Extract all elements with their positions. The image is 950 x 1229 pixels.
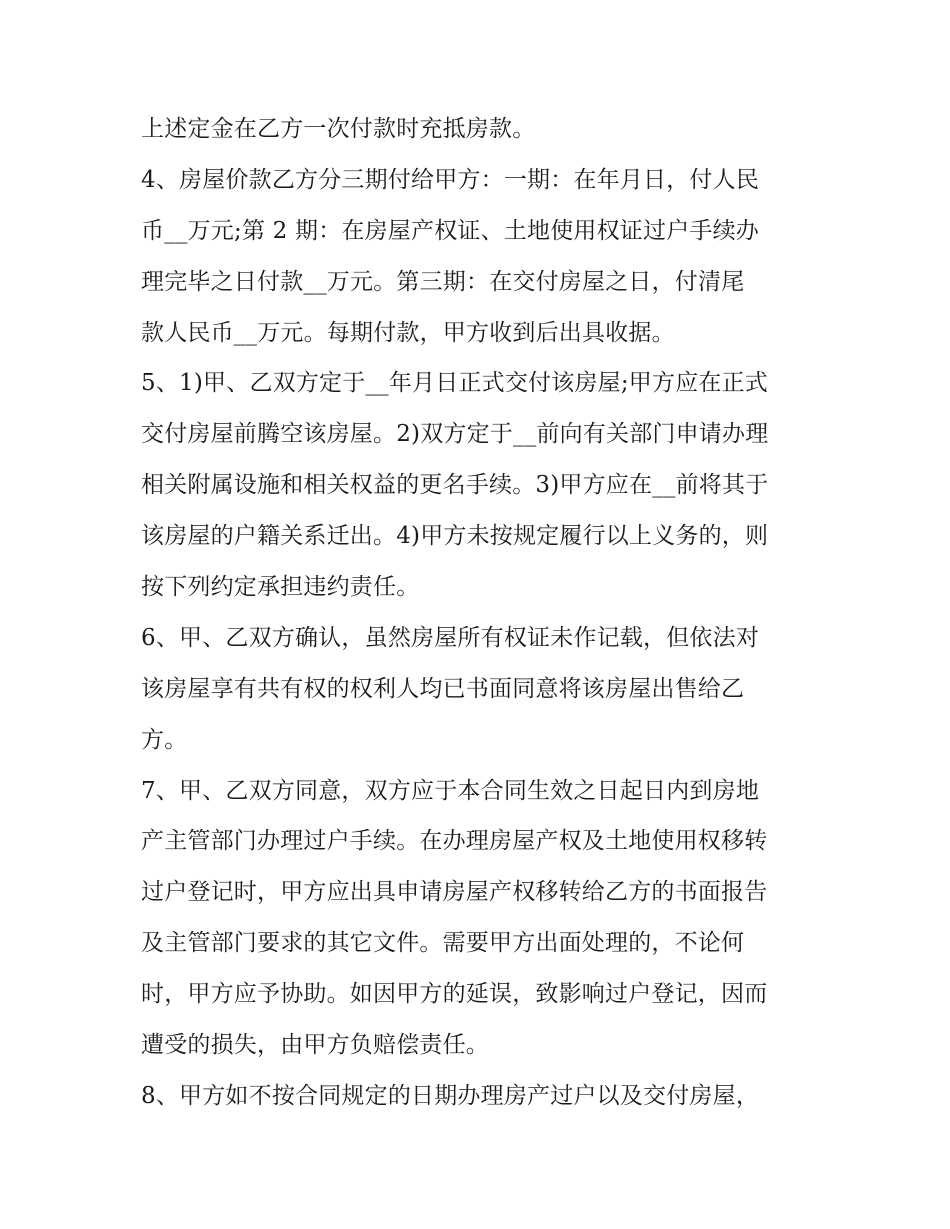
text-line: 及主管部门要求的其它文件。需要甲方出面处理的，不论何 [141,930,745,957]
text-line: 产主管部门办理过户手续。在办理房屋产权及土地使用权移转 [141,828,768,855]
text-line: 4、房屋价款乙方分三期付给甲方：一期：在年月日，付人民 [141,166,760,193]
text-line: 7、甲、乙双方同意，双方应于本合同生效之日起日内到房地 [141,777,760,804]
text-line: 该房屋的户籍关系迁出。4)甲方未按规定履行以上义务的，则 [141,523,769,550]
text-line: 币__万元;第 2 期：在房屋产权证、土地使用权证过户手续办 [141,217,760,244]
text-line: 时，甲方应予协助。如因甲方的延误，致影响过户登记，因而 [141,981,768,1008]
text-line: 6、甲、乙双方确认，虽然房屋所有权证未作记载，但依法对 [141,624,760,651]
text-line: 按下列约定承担违约责任。 [141,574,420,601]
text-line: 相关附属设施和相关权益的更名手续。3)甲方应在__前将其于 [141,472,769,499]
text-line: 上述定金在乙方一次付款时充抵房款。 [141,116,536,142]
text-line: 该房屋享有共有权的权利人均已书面同意将该房屋出售给乙 [141,675,745,702]
text-line: 方。 [141,726,188,753]
text-line: 款人民币__万元。每期付款，甲方收到后出具收据。 [141,319,675,346]
text-line: 遭受的损失，由甲方负赔偿责任。 [141,1032,489,1059]
text-line: 理完毕之日付款__万元。第三期：在交付房屋之日，付清尾 [141,268,745,295]
text-line: 交付房屋前腾空该房屋。2)双方定于__前向有关部门申请办理 [141,421,769,448]
text-line: 过户登记时，甲方应出具申请房屋产权移转给乙方的书面报告 [141,879,768,906]
document-body [141,104,821,1122]
text-line: 5、1)甲、乙双方定于__年月日正式交付该房屋;甲方应在正式 [141,370,768,397]
text-line: 8、甲方如不按合同规定的日期办理房产过户以及交付房屋， [141,1082,760,1109]
